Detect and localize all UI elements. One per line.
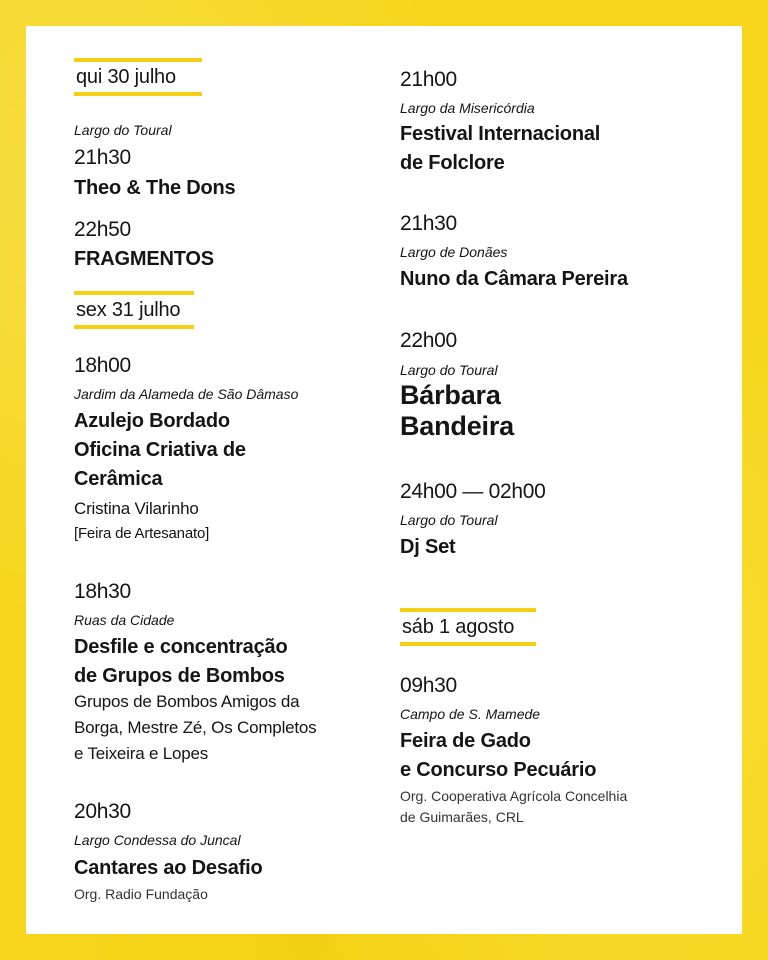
divider-line — [74, 92, 202, 96]
day-label: sáb 1 agosto — [402, 616, 515, 638]
day-header-sat-1 — [400, 608, 536, 646]
event-venue: Jardim da Alameda de São Dâmaso — [74, 386, 299, 402]
event-venue: Ruas da Cidade — [74, 612, 175, 628]
event-title-line: de Folclore — [400, 152, 505, 174]
event-venue: Largo Condessa do Juncal — [74, 832, 241, 848]
event-time: 09h30 — [400, 674, 457, 697]
event-desc-line: Grupos de Bombos Amigos da — [74, 692, 300, 711]
divider-line — [74, 325, 194, 329]
event-organizer: Org. Radio Fundação — [74, 886, 208, 902]
event-title-line: Bárbara — [400, 380, 501, 410]
event-title: FRAGMENTOS — [74, 248, 214, 270]
event-venue: Campo de S. Mamede — [400, 706, 541, 722]
event-title-line: Bandeira — [400, 411, 514, 441]
event-title: Nuno da Câmara Pereira — [400, 268, 628, 290]
day-header-thu-30 — [74, 58, 202, 96]
event-desc-line: Borga, Mestre Zé, Os Completos — [74, 718, 317, 737]
event-time: 18h00 — [74, 354, 131, 377]
event-title-line: e Concurso Pecuário — [400, 759, 597, 781]
day-label: sex 31 julho — [76, 299, 181, 321]
event-time: 21h30 — [74, 146, 131, 169]
event-title-line: de Grupos de Bombos — [74, 665, 285, 687]
event-time: 24h00 — 02h00 — [400, 480, 546, 503]
event-venue: Largo de Donães — [400, 244, 508, 260]
divider-line — [400, 642, 536, 646]
event-time: 21h00 — [400, 68, 457, 91]
event-time: 22h00 — [400, 329, 457, 352]
event-venue: Largo do Toural — [400, 362, 498, 378]
day-header-fri-31 — [74, 291, 194, 329]
event-title: Theo & The Dons — [74, 177, 236, 199]
event-title-line: Azulejo Bordado — [74, 410, 230, 432]
event-title-line: Oficina Criativa de — [74, 439, 246, 461]
event-time: 21h30 — [400, 212, 457, 235]
event-organizer-line: de Guimarães, CRL — [400, 809, 524, 825]
event-title-line: Desfile e concentração — [74, 636, 288, 658]
event-time: 18h30 — [74, 580, 131, 603]
event-time: 22h50 — [74, 218, 131, 241]
event-note: [Feira de Artesanato] — [74, 525, 210, 542]
event-venue: Largo da Misericórdia — [400, 100, 535, 116]
event-time: 20h30 — [74, 800, 131, 823]
event-title-line: Cerâmica — [74, 468, 163, 490]
event-artist: Cristina Vilarinho — [74, 499, 199, 518]
event-venue: Largo do Toural — [400, 512, 498, 528]
event-title-line: Feira de Gado — [400, 730, 531, 752]
event-desc-line: e Teixeira e Lopes — [74, 744, 209, 763]
event-title-line: Festival Internacional — [400, 123, 601, 145]
event-organizer-line: Org. Cooperativa Agrícola Concelhia — [400, 788, 628, 804]
schedule-card — [26, 26, 742, 934]
event-title: Dj Set — [400, 536, 456, 558]
day-label: qui 30 julho — [76, 66, 176, 88]
event-venue: Largo do Toural — [74, 122, 172, 138]
event-title: Cantares ao Desafio — [74, 857, 263, 879]
